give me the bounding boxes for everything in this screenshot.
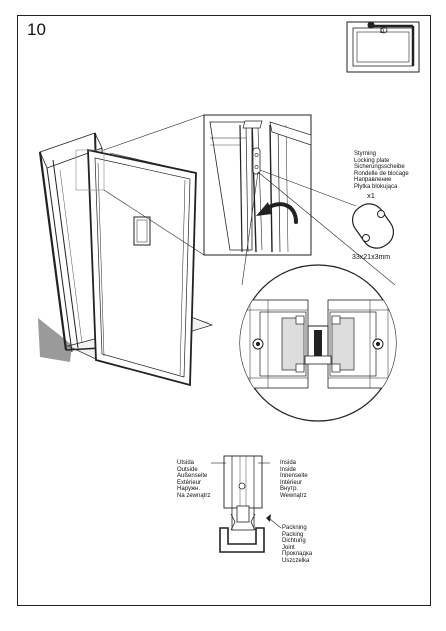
outside-label-fr: Extérieur (177, 479, 202, 486)
packing-label-pl: Uszczelka (282, 557, 310, 564)
locking-plate-dimensions: 33x21x3mm (352, 254, 391, 261)
inside-label-pl: Wewnątrz (280, 492, 307, 499)
outside-labels (177, 460, 210, 500)
outside-label-ru: Наружн. (177, 486, 201, 493)
profile-cross-section (211, 456, 281, 552)
shower-enclosure (38, 115, 212, 385)
locking-plate-part (347, 198, 400, 254)
inside-label-fr: Intérieur (280, 479, 303, 486)
locking-plate-labels (354, 151, 409, 191)
inside-label-ru: Внутр. (280, 486, 299, 493)
locking-plate-label-sv: Styrning (354, 151, 377, 157)
packing-label-ru: Прокладка (282, 551, 313, 558)
outside-label-de: Außenseite (177, 473, 208, 480)
packing-labels (282, 525, 312, 565)
locking-plate-quantity: x1 (367, 191, 375, 200)
locking-plate-label-pl: Płytka blokująca (354, 183, 398, 190)
packing-label-sv: Packning (282, 525, 307, 531)
packing-label-en: Packing (282, 531, 304, 538)
orientation-thumbnail (347, 22, 419, 72)
inside-label-de: Innenseite (280, 473, 308, 480)
inside-label-en: Inside (280, 466, 297, 473)
locking-plate-label-ru: Направление (354, 177, 392, 184)
svg-text:D: D (380, 29, 385, 35)
outside-label-sv: Utsida (177, 460, 195, 466)
outside-label-en: Outside (177, 466, 198, 473)
locking-plate-label-fr: Rondelle de blocage (354, 170, 409, 177)
inside-labels (280, 460, 308, 500)
packing-label-de: Dichtung (282, 538, 306, 545)
locking-plate-label-de: Sicherungsscheibe (354, 164, 405, 171)
step-number: 10 (27, 20, 46, 39)
packing-label-fr: Joint (282, 544, 295, 551)
outside-label-pl: Na zewnątrz (177, 492, 211, 499)
locking-plate-label-en: Locking plate (354, 157, 390, 164)
inside-label-sv: Insida (280, 460, 297, 466)
